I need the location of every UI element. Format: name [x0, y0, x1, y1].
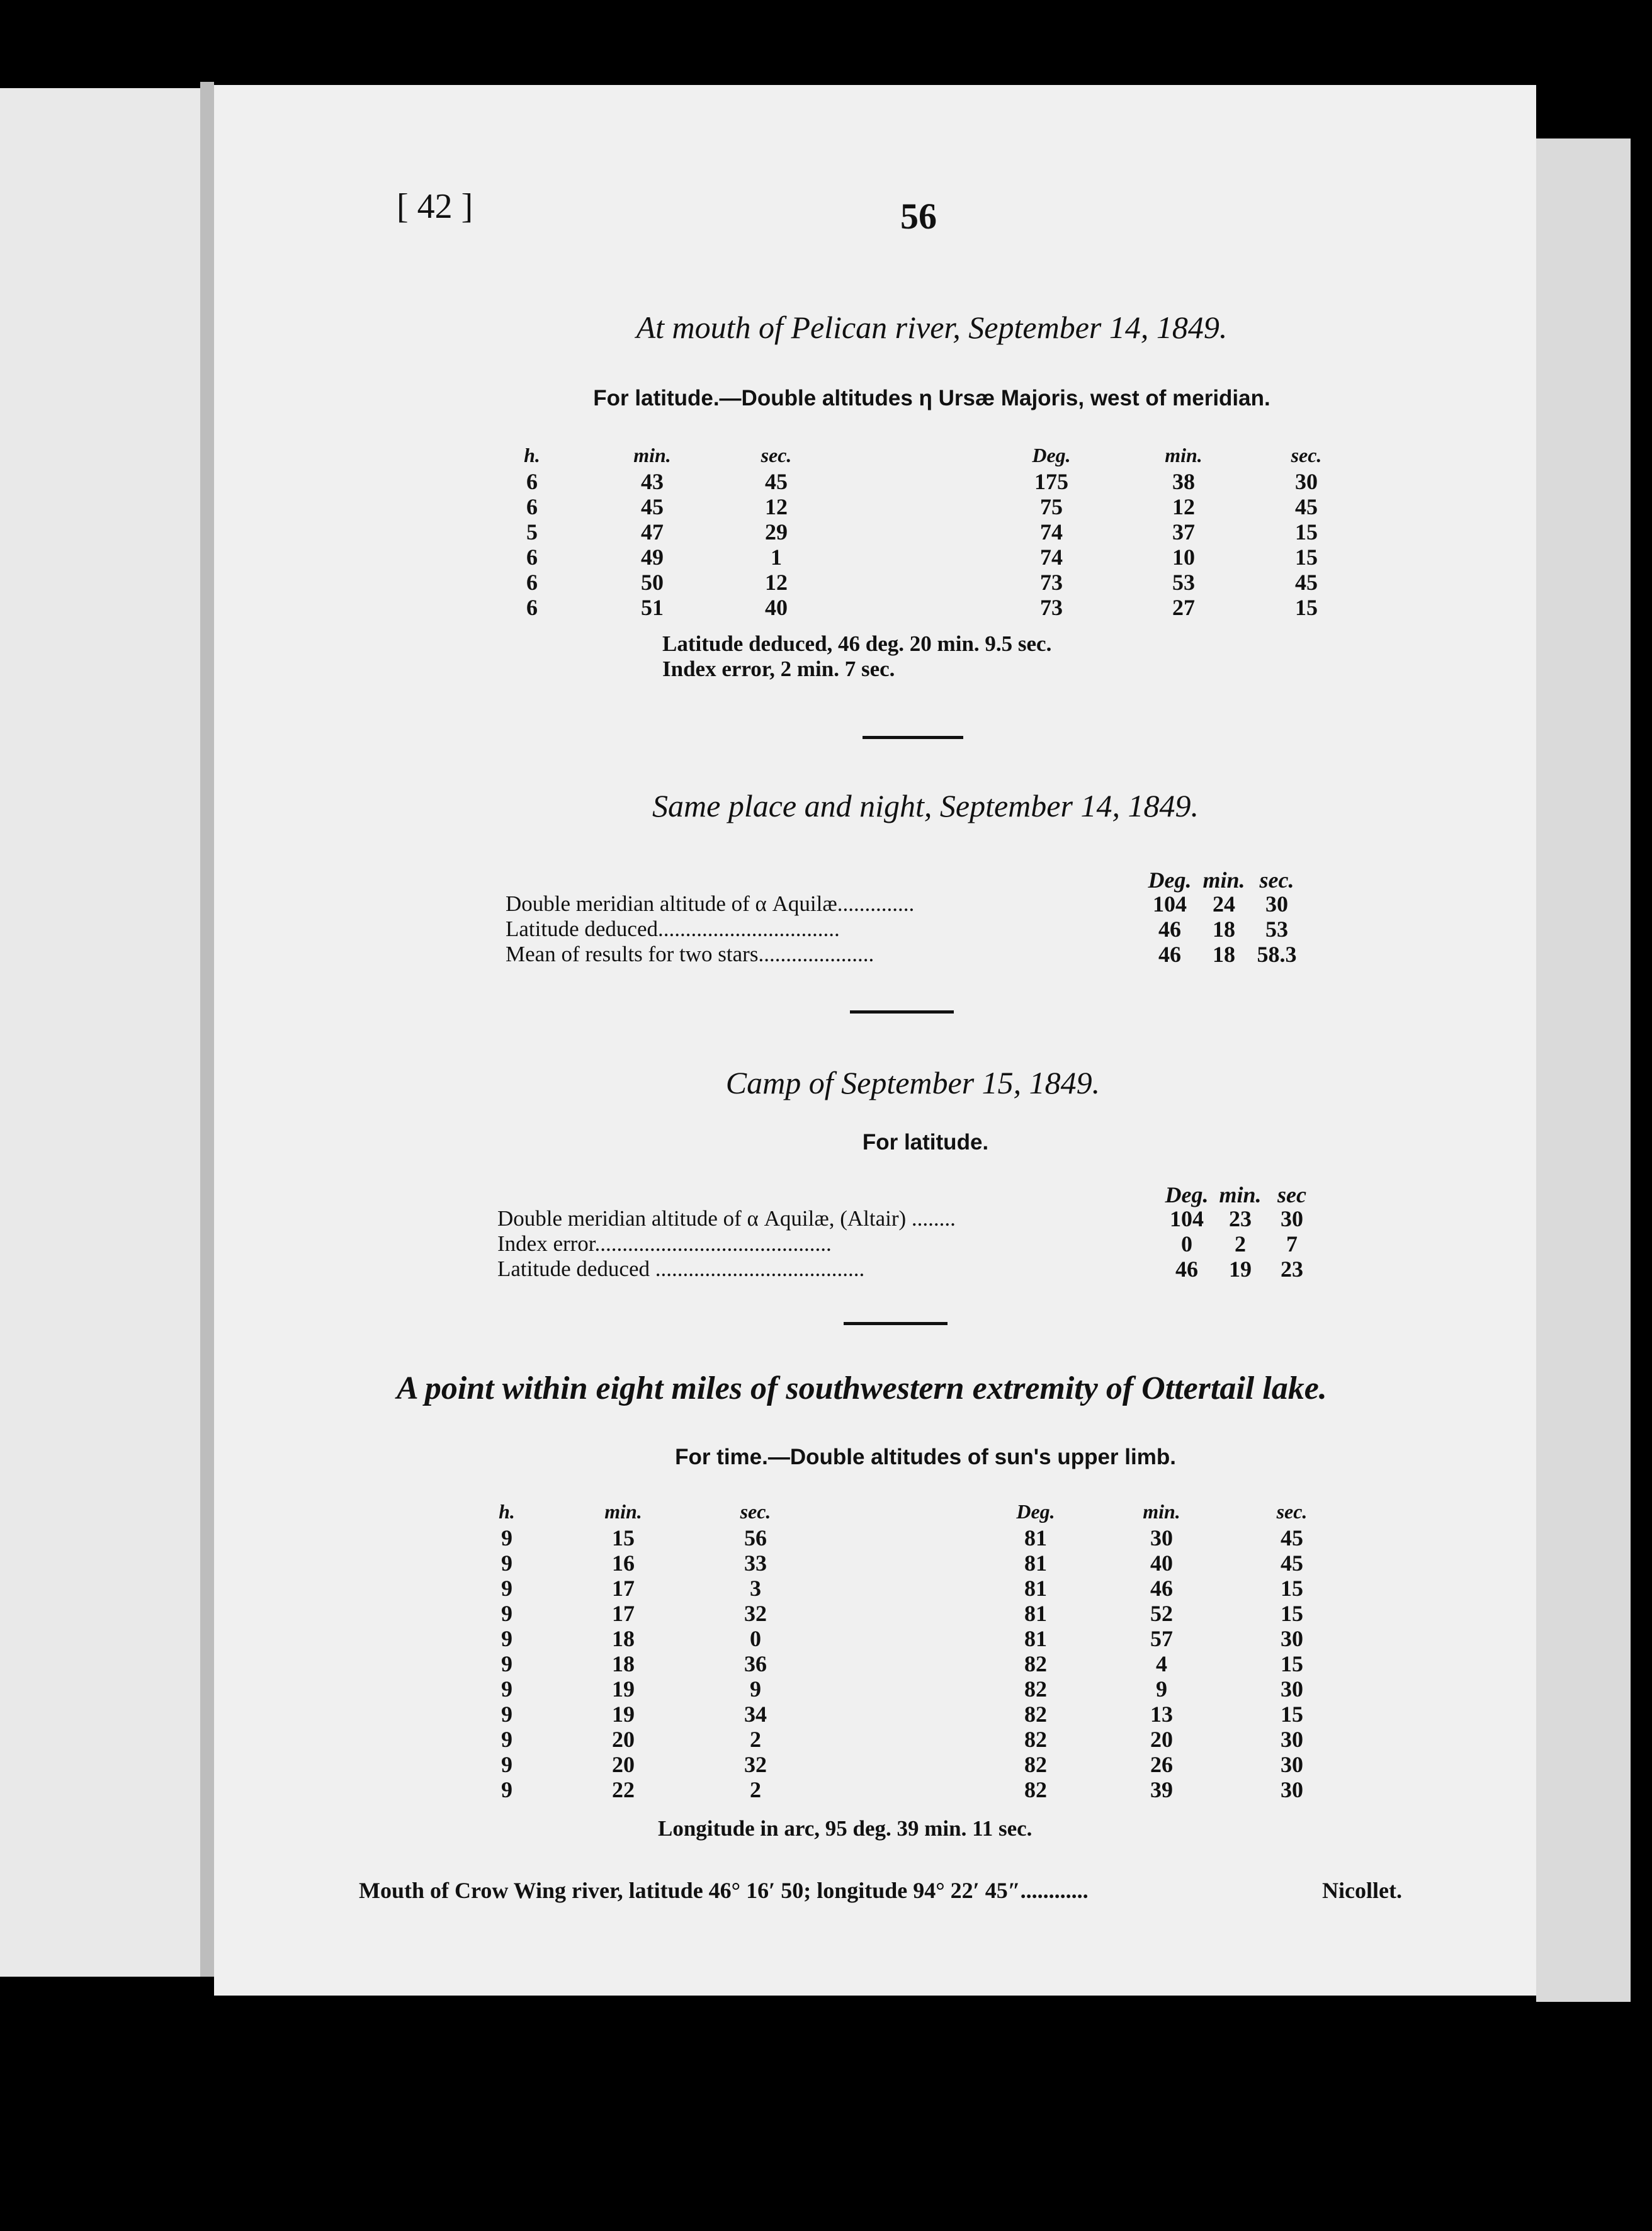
table-cell: 0	[750, 1626, 761, 1651]
table-cell: 81	[1024, 1626, 1047, 1651]
table-cell: 9	[501, 1601, 512, 1626]
table-cell: 82	[1024, 1752, 1047, 1777]
table-cell: 15	[1281, 1601, 1303, 1626]
footer-author: Nicollet.	[1322, 1878, 1402, 1903]
table-cell: 9	[501, 1550, 512, 1576]
table-row-label: Latitude deduced ......................................	[497, 1257, 865, 1281]
section4-title: A point within eight miles of southwestern extremity of Ottertail lake.	[397, 1370, 1327, 1406]
table-cell: 29	[765, 519, 788, 545]
table-cell: 53	[1172, 570, 1195, 595]
table-cell: 23	[1281, 1257, 1303, 1282]
table-cell: 73	[1040, 570, 1063, 595]
table-cell: 15	[1281, 1651, 1303, 1676]
bracket-page-number: [ 42 ]	[397, 187, 473, 226]
table-cell: 30	[1281, 1752, 1303, 1777]
table-cell: 20	[612, 1752, 635, 1777]
table-row-label: Index error...........................................	[497, 1231, 832, 1256]
table-cell: 47	[641, 519, 664, 545]
table-cell: 30	[1295, 469, 1318, 494]
book-spine	[200, 82, 214, 1977]
section1-note-index-error: Index error, 2 min. 7 sec.	[662, 657, 895, 681]
table-cell: 104	[1170, 1206, 1204, 1231]
table-cell: 32	[744, 1752, 767, 1777]
table-cell: 82	[1024, 1702, 1047, 1727]
table-column-header: min.	[1165, 444, 1202, 466]
table-cell: 45	[1281, 1525, 1303, 1550]
table-cell: 5	[526, 519, 538, 545]
table-cell: 23	[1229, 1206, 1252, 1231]
section3-subtitle: For latitude.	[862, 1130, 989, 1155]
table-cell: 15	[612, 1525, 635, 1550]
section-divider	[844, 1322, 948, 1325]
table-cell: 19	[612, 1676, 635, 1702]
table-cell: 50	[641, 570, 664, 595]
table-cell: 81	[1024, 1576, 1047, 1601]
table-cell: 12	[765, 570, 788, 595]
table-cell: 46	[1150, 1576, 1173, 1601]
table-column-header: Deg.	[1165, 1182, 1209, 1207]
table-cell: 45	[1295, 570, 1318, 595]
table-row-label: Double meridian altitude of α Aquilæ, (Altair) ........	[497, 1206, 956, 1231]
table-cell: 30	[1281, 1626, 1303, 1651]
table-cell: 40	[1150, 1550, 1173, 1576]
table-cell: 58.3	[1257, 942, 1297, 967]
section4-subtitle: For time.—Double altitudes of sun's upper limb.	[675, 1445, 1176, 1469]
section1-subtitle: For latitude.—Double altitudes η Ursæ Majoris, west of meridian.	[593, 386, 1270, 410]
table-cell: 9	[501, 1676, 512, 1702]
table-column-header: min.	[604, 1500, 642, 1523]
table-cell: 20	[1150, 1727, 1173, 1752]
table-cell: 1	[771, 545, 782, 570]
table-cell: 74	[1040, 519, 1063, 545]
table-cell: 26	[1150, 1752, 1173, 1777]
table-row-label: Latitude deduced.................................	[506, 917, 840, 941]
table-column-header: sec.	[1291, 444, 1322, 466]
table-cell: 46	[1158, 942, 1181, 967]
table-cell: 82	[1024, 1727, 1047, 1752]
table-cell: 37	[1172, 519, 1195, 545]
table-cell: 57	[1150, 1626, 1173, 1651]
table-cell: 9	[501, 1777, 512, 1802]
table-cell: 40	[765, 595, 788, 620]
table-cell: 7	[1286, 1231, 1298, 1257]
table-cell: 15	[1281, 1702, 1303, 1727]
table-column-header: h.	[499, 1500, 515, 1523]
table-cell: 175	[1034, 469, 1068, 494]
table-cell: 27	[1172, 595, 1195, 620]
section1-title: At mouth of Pelican river, September 14, 1849.	[636, 310, 1228, 345]
table-column-header: sec.	[740, 1500, 771, 1523]
table-cell: 30	[1281, 1676, 1303, 1702]
left-page-edge	[0, 88, 200, 1977]
table-cell: 49	[641, 545, 664, 570]
table-cell: 6	[526, 469, 538, 494]
section-divider	[850, 1010, 954, 1014]
table-cell: 10	[1172, 545, 1195, 570]
table-cell: 45	[1281, 1550, 1303, 1576]
table-cell: 16	[612, 1550, 635, 1576]
table-cell: 3	[750, 1576, 761, 1601]
section4-note-longitude: Longitude in arc, 95 deg. 39 min. 11 sec.	[658, 1816, 1032, 1841]
table-cell: 75	[1040, 494, 1063, 519]
table-cell: 9	[501, 1525, 512, 1550]
section3-title: Camp of September 15, 1849.	[725, 1065, 1100, 1100]
table-cell: 46	[1158, 917, 1181, 942]
table-cell: 17	[612, 1576, 635, 1601]
footer-line: Mouth of Crow Wing river, latitude 46° 16′ 50; longitude 94° 22′ 45″............	[359, 1878, 1089, 1903]
table-cell: 30	[1281, 1777, 1303, 1802]
table-cell: 15	[1281, 1576, 1303, 1601]
section-divider	[863, 736, 963, 739]
table-cell: 22	[612, 1777, 635, 1802]
section2-title: Same place and night, September 14, 1849.	[652, 788, 1199, 823]
table-cell: 34	[744, 1702, 767, 1727]
table-cell: 9	[1156, 1676, 1167, 1702]
table-cell: 24	[1213, 891, 1235, 917]
table-cell: 81	[1024, 1550, 1047, 1576]
table-cell: 82	[1024, 1777, 1047, 1802]
table-cell: 30	[1150, 1525, 1173, 1550]
table-cell: 45	[765, 469, 788, 494]
table-cell: 2	[750, 1777, 761, 1802]
table-cell: 2	[1235, 1231, 1246, 1257]
table-cell: 9	[501, 1727, 512, 1752]
table-column-header: Deg.	[1016, 1500, 1055, 1523]
table-column-header: min.	[1219, 1182, 1262, 1207]
table-cell: 0	[1181, 1231, 1192, 1257]
table-column-header: min.	[633, 444, 671, 466]
table-cell: 82	[1024, 1651, 1047, 1676]
table-cell: 81	[1024, 1601, 1047, 1626]
table-cell: 104	[1153, 891, 1187, 917]
table-cell: 9	[750, 1676, 761, 1702]
table-cell: 9	[501, 1576, 512, 1601]
table-column-header: sec.	[761, 444, 792, 466]
table-cell: 9	[501, 1651, 512, 1676]
page-stack-edge	[1536, 138, 1631, 2002]
page-number: 56	[900, 196, 937, 237]
table-cell: 38	[1172, 469, 1195, 494]
table-cell: 56	[744, 1525, 767, 1550]
table-cell: 81	[1024, 1525, 1047, 1550]
table-cell: 19	[612, 1702, 635, 1727]
table-cell: 12	[1172, 494, 1195, 519]
table-column-header: sec.	[1259, 867, 1294, 893]
table-cell: 82	[1024, 1676, 1047, 1702]
table-cell: 9	[501, 1702, 512, 1727]
table-cell: 18	[612, 1626, 635, 1651]
table-cell: 20	[612, 1727, 635, 1752]
table-cell: 6	[526, 545, 538, 570]
table-cell: 15	[1295, 519, 1318, 545]
table-cell: 39	[1150, 1777, 1173, 1802]
table-cell: 74	[1040, 545, 1063, 570]
table-cell: 12	[765, 494, 788, 519]
table-cell: 9	[501, 1752, 512, 1777]
table-cell: 45	[1295, 494, 1318, 519]
table-cell: 18	[612, 1651, 635, 1676]
table-cell: 6	[526, 595, 538, 620]
table-cell: 45	[641, 494, 664, 519]
table-column-header: sec.	[1276, 1500, 1308, 1523]
table-cell: 9	[501, 1626, 512, 1651]
table-cell: 17	[612, 1601, 635, 1626]
table-row-label: Mean of results for two stars.....................	[506, 942, 874, 966]
table-cell: 43	[641, 469, 664, 494]
table-cell: 18	[1213, 917, 1235, 942]
table-column-header: sec	[1277, 1182, 1306, 1207]
section1-note-latitude: Latitude deduced, 46 deg. 20 min. 9.5 sec.	[662, 631, 1052, 656]
table-cell: 53	[1265, 917, 1288, 942]
table-cell: 32	[744, 1601, 767, 1626]
table-cell: 51	[641, 595, 664, 620]
table-cell: 46	[1175, 1257, 1198, 1282]
table-cell: 4	[1156, 1651, 1167, 1676]
table-cell: 33	[744, 1550, 767, 1576]
table-column-header: h.	[524, 444, 540, 466]
table-column-header: Deg.	[1032, 444, 1071, 466]
table-cell: 6	[526, 570, 538, 595]
table-cell: 36	[744, 1651, 767, 1676]
table-column-header: min.	[1143, 1500, 1180, 1523]
table-column-header: min.	[1202, 867, 1245, 893]
table-cell: 52	[1150, 1601, 1173, 1626]
table-column-header: Deg.	[1148, 867, 1192, 893]
table-cell: 18	[1213, 942, 1235, 967]
document-page	[214, 85, 1536, 1996]
table-cell: 15	[1295, 595, 1318, 620]
table-cell: 15	[1295, 545, 1318, 570]
table-cell: 19	[1229, 1257, 1252, 1282]
table-cell: 30	[1281, 1727, 1303, 1752]
table-cell: 73	[1040, 595, 1063, 620]
table-cell: 30	[1281, 1206, 1303, 1231]
table-row-label: Double meridian altitude of α Aquilæ..............	[506, 891, 915, 916]
table-cell: 30	[1265, 891, 1288, 917]
table-cell: 6	[526, 494, 538, 519]
table-cell: 2	[750, 1727, 761, 1752]
table-cell: 13	[1150, 1702, 1173, 1727]
